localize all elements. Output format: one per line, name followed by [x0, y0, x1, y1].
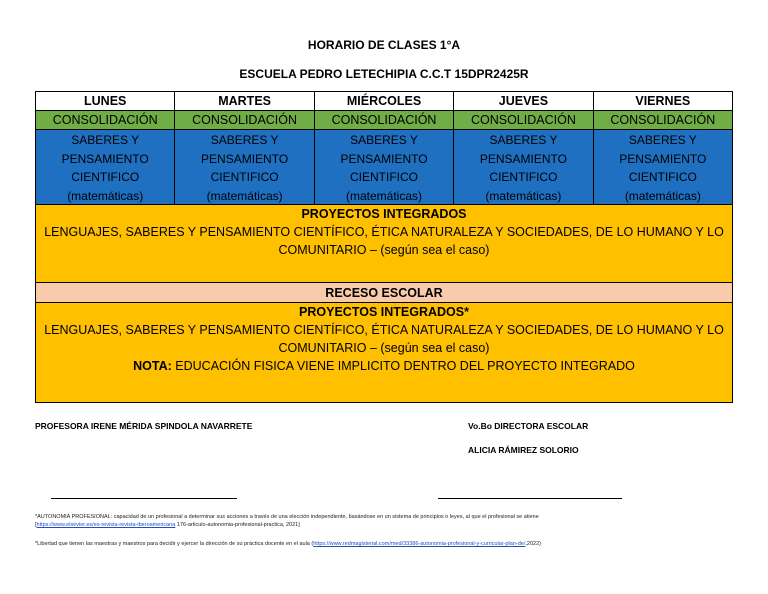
footnote-1 [35, 513, 735, 529]
footnote-text: *AUTONOMIA PROFESIONAL: capacidad de un profesional a determinar sus acciones a través de una elección independiente, basándose en un sistema de principios o leyes, al que el profesional se atiene [35, 514, 539, 520]
receso-row: RECESO ESCOLAR [36, 283, 732, 303]
saberes-line: PENSAMIENTO [619, 151, 707, 166]
consolidacion-cell: CONSOLIDACIÓN [315, 111, 454, 129]
proyectos-integrados-block-2 [36, 303, 732, 402]
saberes-line: (matemáticas) [485, 188, 562, 203]
teacher-name: PROFESORA IRENE MÉRIDA SPINDOLA NAVARRETE [35, 421, 253, 431]
saberes-cell [36, 130, 175, 204]
signature-line-teacher [51, 498, 237, 499]
saberes-row [36, 130, 732, 205]
day-monday: LUNES [36, 92, 175, 110]
saberes-line: SABERES Y [489, 133, 558, 147]
consolidacion-row [36, 111, 732, 130]
saberes-line: (matemáticas) [206, 188, 283, 203]
signature-line-director [438, 498, 622, 499]
footnote-link[interactable]: https://www.elsevier.es/es-revista-revista-iberoamericana [36, 522, 176, 528]
footnote-2 [35, 540, 735, 548]
consolidacion-cell: CONSOLIDACIÓN [454, 111, 593, 129]
saberes-line: PENSAMIENTO [61, 151, 149, 166]
footnote-bracket: [ [35, 522, 37, 528]
page-title: HORARIO DE CLASES 1°A [307, 38, 461, 52]
nota-label: NOTA: [133, 359, 172, 373]
proyectos-integrados-block [36, 205, 732, 283]
saberes-line: CIENTIFICO [489, 170, 558, 184]
saberes-line: (matemáticas) [67, 188, 144, 203]
school-name: ESCUELA PEDRO LETECHIPIA C.C.T 15DPR2425R [239, 67, 529, 81]
day-thursday: JUEVES [454, 92, 593, 110]
proyectos-heading: PROYECTOS INTEGRADOS [301, 207, 467, 221]
director-title: Vo.Bo DIRECTORA ESCOLAR [468, 421, 589, 431]
saberes-cell [175, 130, 314, 204]
footnote-link[interactable]: https://www.redmagisterial.com/med/33386-autonomia-profesional-y-curricular-plan-de/ [313, 541, 526, 547]
saberes-cell [454, 130, 593, 204]
proyectos-line: LENGUAJES, SABERES Y PENSAMIENTO CIENTÍFICO, ÉTICA NATURALEZA Y SOCIEDADES, DE LO HUMANO Y LO [44, 225, 724, 239]
saberes-line: CIENTIFICO [350, 170, 419, 184]
nota-text: EDUCACIÓN FISICA VIENE IMPLICITO DENTRO DEL PROYECTO INTEGRADO [171, 359, 635, 373]
saberes-line: (matemáticas) [346, 188, 423, 203]
saberes-cell [315, 130, 454, 204]
saberes-line: CIENTIFICO [628, 170, 697, 184]
day-friday: VIERNES [635, 94, 691, 108]
consolidacion-cell: CONSOLIDACIÓN [610, 113, 716, 127]
schedule-table [35, 91, 733, 403]
director-name: ALICIA RÁMIREZ SOLORIO [468, 445, 579, 455]
consolidacion-cell: CONSOLIDACIÓN [36, 111, 175, 129]
footnote-tail: 176-articulo-autonomia-profesional-practica, 2021] [175, 522, 300, 528]
saberes-line: PENSAMIENTO [479, 151, 567, 166]
day-wednesday: MIÉRCOLES [315, 92, 454, 110]
saberes-line: PENSAMIENTO [201, 151, 289, 166]
saberes-line: SABERES Y [350, 133, 418, 147]
saberes-line: (matemáticas) [624, 188, 701, 203]
saberes-line: CIENTIFICO [71, 170, 140, 184]
proyectos-line: COMUNITARIO – (según sea el caso) [278, 341, 490, 355]
saberes-line: SABERES Y [628, 133, 697, 147]
saberes-line: SABERES Y [71, 133, 140, 147]
proyectos-line: LENGUAJES, SABERES Y PENSAMIENTO CIENTÍFICO, ÉTICA NATURALEZA Y SOCIEDADES, DE LO HUMANO Y LO [44, 323, 724, 337]
proyectos-line: COMUNITARIO – (según sea el caso) [278, 243, 490, 257]
saberes-line: SABERES Y [210, 133, 279, 147]
consolidacion-cell: CONSOLIDACIÓN [175, 111, 314, 129]
proyectos-heading: PROYECTOS INTEGRADOS* [299, 305, 469, 319]
day-tuesday: MARTES [175, 92, 314, 110]
nota-line [36, 357, 732, 375]
saberes-cell [594, 130, 732, 204]
footnote-text: *Libertad que tienen las maestras y maestros para decidir y ejercer la dirección de su práctica docente en el aula ( [35, 541, 314, 547]
footnote-tail: ,2022) [525, 541, 541, 547]
days-header-row [36, 92, 732, 111]
saberes-line: PENSAMIENTO [340, 151, 428, 166]
saberes-line: CIENTIFICO [210, 170, 279, 184]
